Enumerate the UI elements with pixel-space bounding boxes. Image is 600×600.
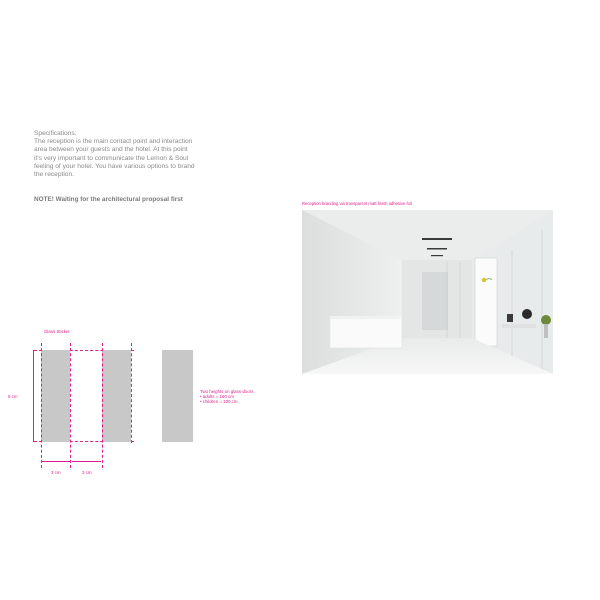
- guide-line: [131, 343, 132, 443]
- gap-dimension-line-2: [72, 461, 101, 462]
- specifications-line: the reception.: [34, 171, 74, 179]
- glass-sticker-label: Glass Sticker: [44, 329, 70, 334]
- specifications-line: The reception is the main contact point and interaction: [34, 138, 193, 146]
- sticker-strip-3: [162, 350, 193, 442]
- note-text: NOTE! Waiting for the architectural proposal first: [34, 196, 183, 203]
- gap-dimension-label-2: 3 cm: [82, 470, 92, 475]
- height-dimension-line: [33, 350, 34, 442]
- specifications-line: it’s very important to communicate the Lemon & Soul: [34, 154, 189, 162]
- sticker-strip-2: [102, 350, 131, 442]
- door-height-adults: • adults = 160 cm: [200, 394, 234, 400]
- gap-dimension-line-1: [41, 461, 70, 462]
- reception-render-image: [302, 210, 553, 374]
- guide-line: [70, 343, 71, 468]
- door-heights-title: Two heights on glass-doors: [200, 389, 254, 394]
- sticker-strip-1: [41, 350, 70, 442]
- door-heights-note: [200, 389, 290, 405]
- height-dimension-label: 9 cm: [8, 394, 18, 399]
- photo-caption: Reception branding via transparent matt finish adhesive foil: [302, 201, 412, 206]
- door-height-children: • children = 100 cm: [200, 399, 238, 405]
- specifications-heading: Specifications:: [34, 130, 77, 137]
- gap-dimension-label-1: 3 cm: [51, 470, 61, 475]
- guide-line: [102, 343, 103, 468]
- specifications-text: [34, 130, 234, 179]
- reception-photo: [302, 210, 553, 374]
- specifications-line: feeling of your hotel. You have various options to brand: [34, 162, 195, 170]
- specifications-line: area between your guests and the hotel. At this point: [34, 146, 188, 154]
- guide-line: [41, 343, 42, 468]
